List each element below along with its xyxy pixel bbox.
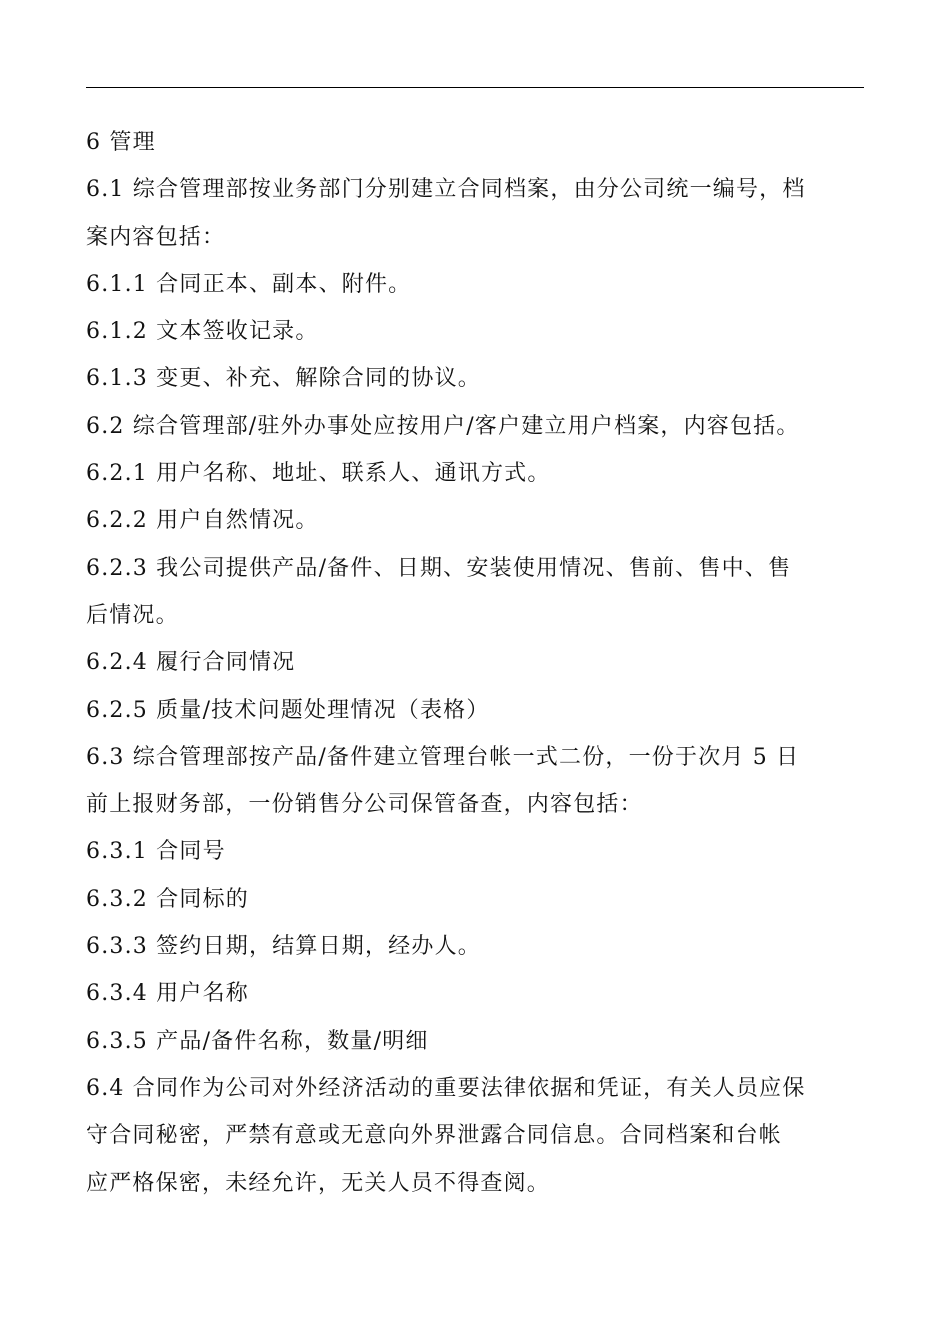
paragraph-line: 案内容包括： xyxy=(86,224,226,250)
paragraph-line: 6.1.1 合同正本、副本、附件。 xyxy=(86,271,412,297)
paragraph-line: 6.2.5 质量/技术问题处理情况（表格） xyxy=(86,697,490,723)
paragraph-line: 6.3.2 合同标的 xyxy=(86,886,249,912)
paragraph-line: 6.3 综合管理部按产品/备件建立管理台帐一式二份，一份于次月 5 日 xyxy=(86,744,800,770)
paragraph-line: 6.3.4 用户名称 xyxy=(86,981,249,1007)
paragraph-line: 6.2.2 用户自然情况。 xyxy=(86,508,319,534)
paragraph-line: 6.1 综合管理部按业务部门分别建立合同档案，由分公司统一编号，档 xyxy=(86,177,806,203)
paragraph-line: 6.3.3 签约日期，结算日期，经办人。 xyxy=(86,934,481,960)
paragraph-line: 6.3.5 产品/备件名称，数量/明细 xyxy=(86,1028,429,1054)
header-rule xyxy=(86,87,864,88)
paragraph-line: 守合同秘密，严禁有意或无意向外界泄露合同信息。合同档案和台帐 xyxy=(86,1123,783,1149)
paragraph-line: 6.2.3 我公司提供产品/备件、日期、安装使用情况、售前、售中、售 xyxy=(86,555,792,581)
paragraph-line: 6.2 综合管理部/驻外办事处应按用户/客户建立用户档案，内容包括。 xyxy=(86,413,800,439)
paragraph-line: 应严格保密，未经允许，无关人员不得查阅。 xyxy=(86,1170,551,1196)
paragraph-line: 6.2.4 履行合同情况 xyxy=(86,650,296,676)
paragraph-line: 6.4 合同作为公司对外经济活动的重要法律依据和凭证，有关人员应保 xyxy=(86,1075,806,1101)
paragraph-line: 6.2.1 用户名称、地址、联系人、通讯方式。 xyxy=(86,461,551,487)
paragraph-line: 6.1.3 变更、补充、解除合同的协议。 xyxy=(86,366,481,392)
paragraph-line: 6.1.2 文本签收记录。 xyxy=(86,319,319,345)
document-body xyxy=(86,119,864,1207)
paragraph-line: 前上报财务部，一份销售分公司保管备查，内容包括： xyxy=(86,792,643,818)
paragraph-line: 6.3.1 合同号 xyxy=(86,839,226,865)
section-heading: 6 管理 xyxy=(86,130,156,155)
paragraph-line: 后情况。 xyxy=(86,602,179,628)
